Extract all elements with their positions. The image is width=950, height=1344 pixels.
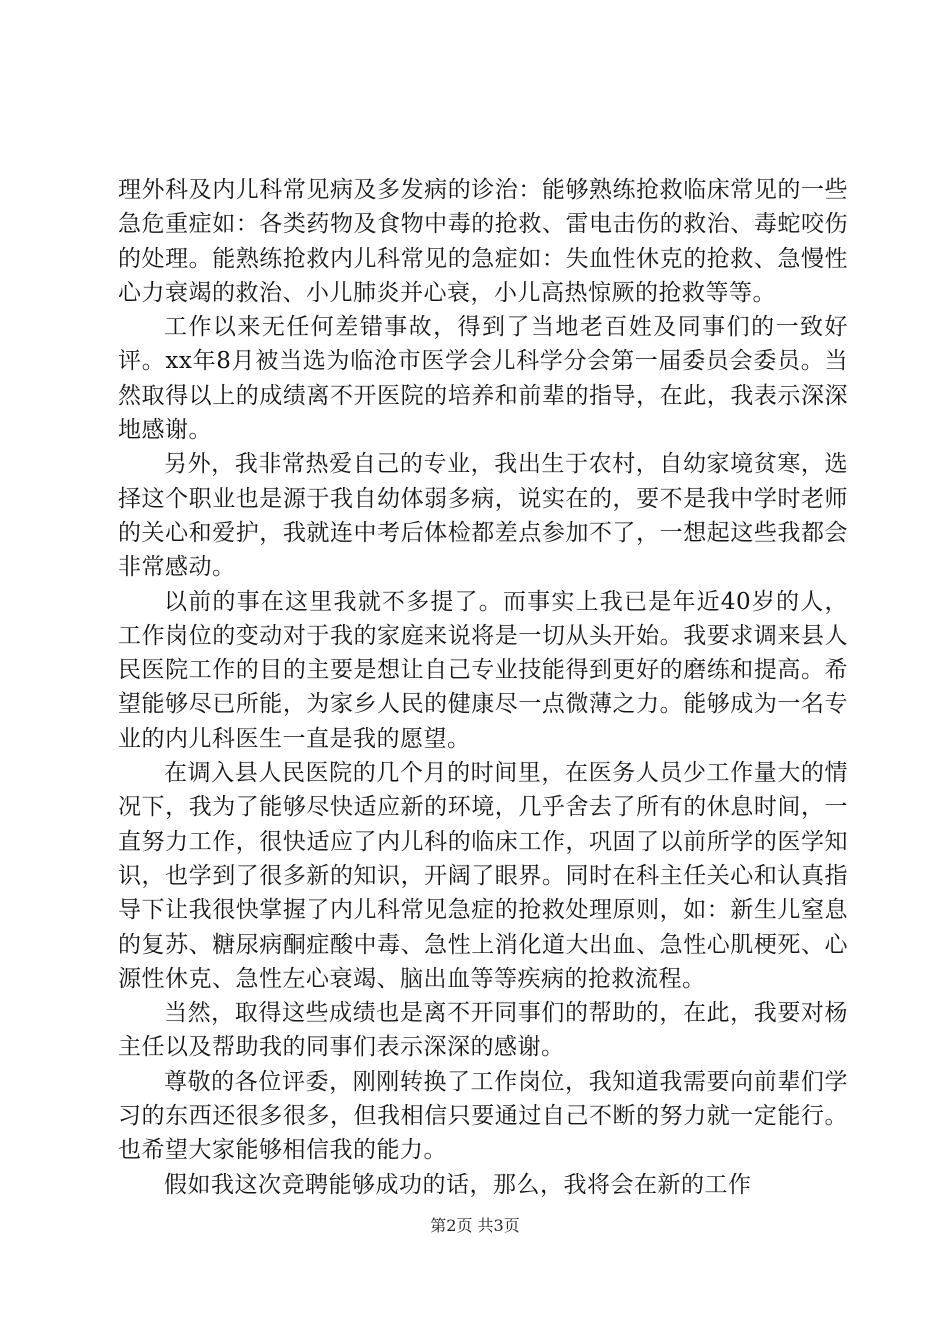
paragraph-4: 以前的事在这里我就不多提了。而事实上我已是年近40岁的人，工作岗位的变动对于我的家庭来说将是一切从头开始。我要求调来县人民医院工作的目的主要是想让自己专业技能得到更好的磨练和提高。希望能够尽已所能，为家乡人民的健康尽一点微薄之力。能够成为一名专业的内儿科医生一直是我的愿望。 bbox=[118, 588, 848, 752]
paragraph-6: 当然，取得这些成绩也是离不开同事们的帮助的，在此，我要对杨主任以及帮助我的同事们表示深深的感谢。 bbox=[118, 1000, 848, 1061]
paragraph-1: 理外科及内儿科常见病及多发病的诊治：能够熟练抢救临床常见的一些急危重症如：各类药物及食物中毒的抢救、雷电击伤的救治、毒蛇咬伤的处理。能熟练抢救内儿科常见的急症如：失血性休克的抢救、急慢性心力衰竭的救治、小儿肺炎并心衰，小儿高热惊厥的抢救等等。 bbox=[118, 177, 848, 306]
page-number-label: 第2页 共3页 bbox=[430, 1216, 520, 1235]
paragraph-8: 假如我这次竞聘能够成功的话，那么，我将会在新的工作 bbox=[164, 1171, 752, 1198]
paragraph-2: 工作以来无任何差错事故，得到了当地老百姓及同事们的一致好评。xx年8月被当选为临沧市医学会儿科学分会第一届委员会委员。当然取得以上的成绩离不开医院的培养和前辈的指导，在此，我表示深深地感谢。 bbox=[118, 314, 848, 444]
paragraph-5: 在调入县人民医院的几个月的时间里，在医务人员少工作量大的情况下，我为了能够尽快适应新的环境，几乎舍去了所有的休息时间，一直努力工作，很快适应了内儿科的临床工作，巩固了以前所学的医学知识，也学到了很多新的知识，开阔了眼界。同时在科主任关心和认真指导下让我很快掌握了内儿科常见急症的抢救处理原则，如：新生儿窒息的复苏、糖尿病酮症酸中毒、急性上消化道大出血、急性心肌梗死、心源性休克、急性左心衰竭、脑出血等等疾病的抢救流程。 bbox=[118, 760, 848, 992]
document-body bbox=[118, 173, 848, 1202]
page-footer bbox=[0, 1216, 950, 1236]
paragraph-7: 尊敬的各位评委，刚刚转换了工作岗位，我知道我需要向前辈们学习的东西还很多很多，但我相信只要通过自己不断的努力就一定能行。也希望大家能够相信我的能力。 bbox=[118, 1068, 848, 1164]
paragraph-3: 另外，我非常热爱自己的专业，我出生于农村，自幼家境贫寒，选择这个职业也是源于我自幼体弱多病，说实在的，要不是我中学时老师的关心和爱护，我就连中考后体检都差点参加不了，一想起这些我都会非常感动。 bbox=[118, 451, 848, 581]
